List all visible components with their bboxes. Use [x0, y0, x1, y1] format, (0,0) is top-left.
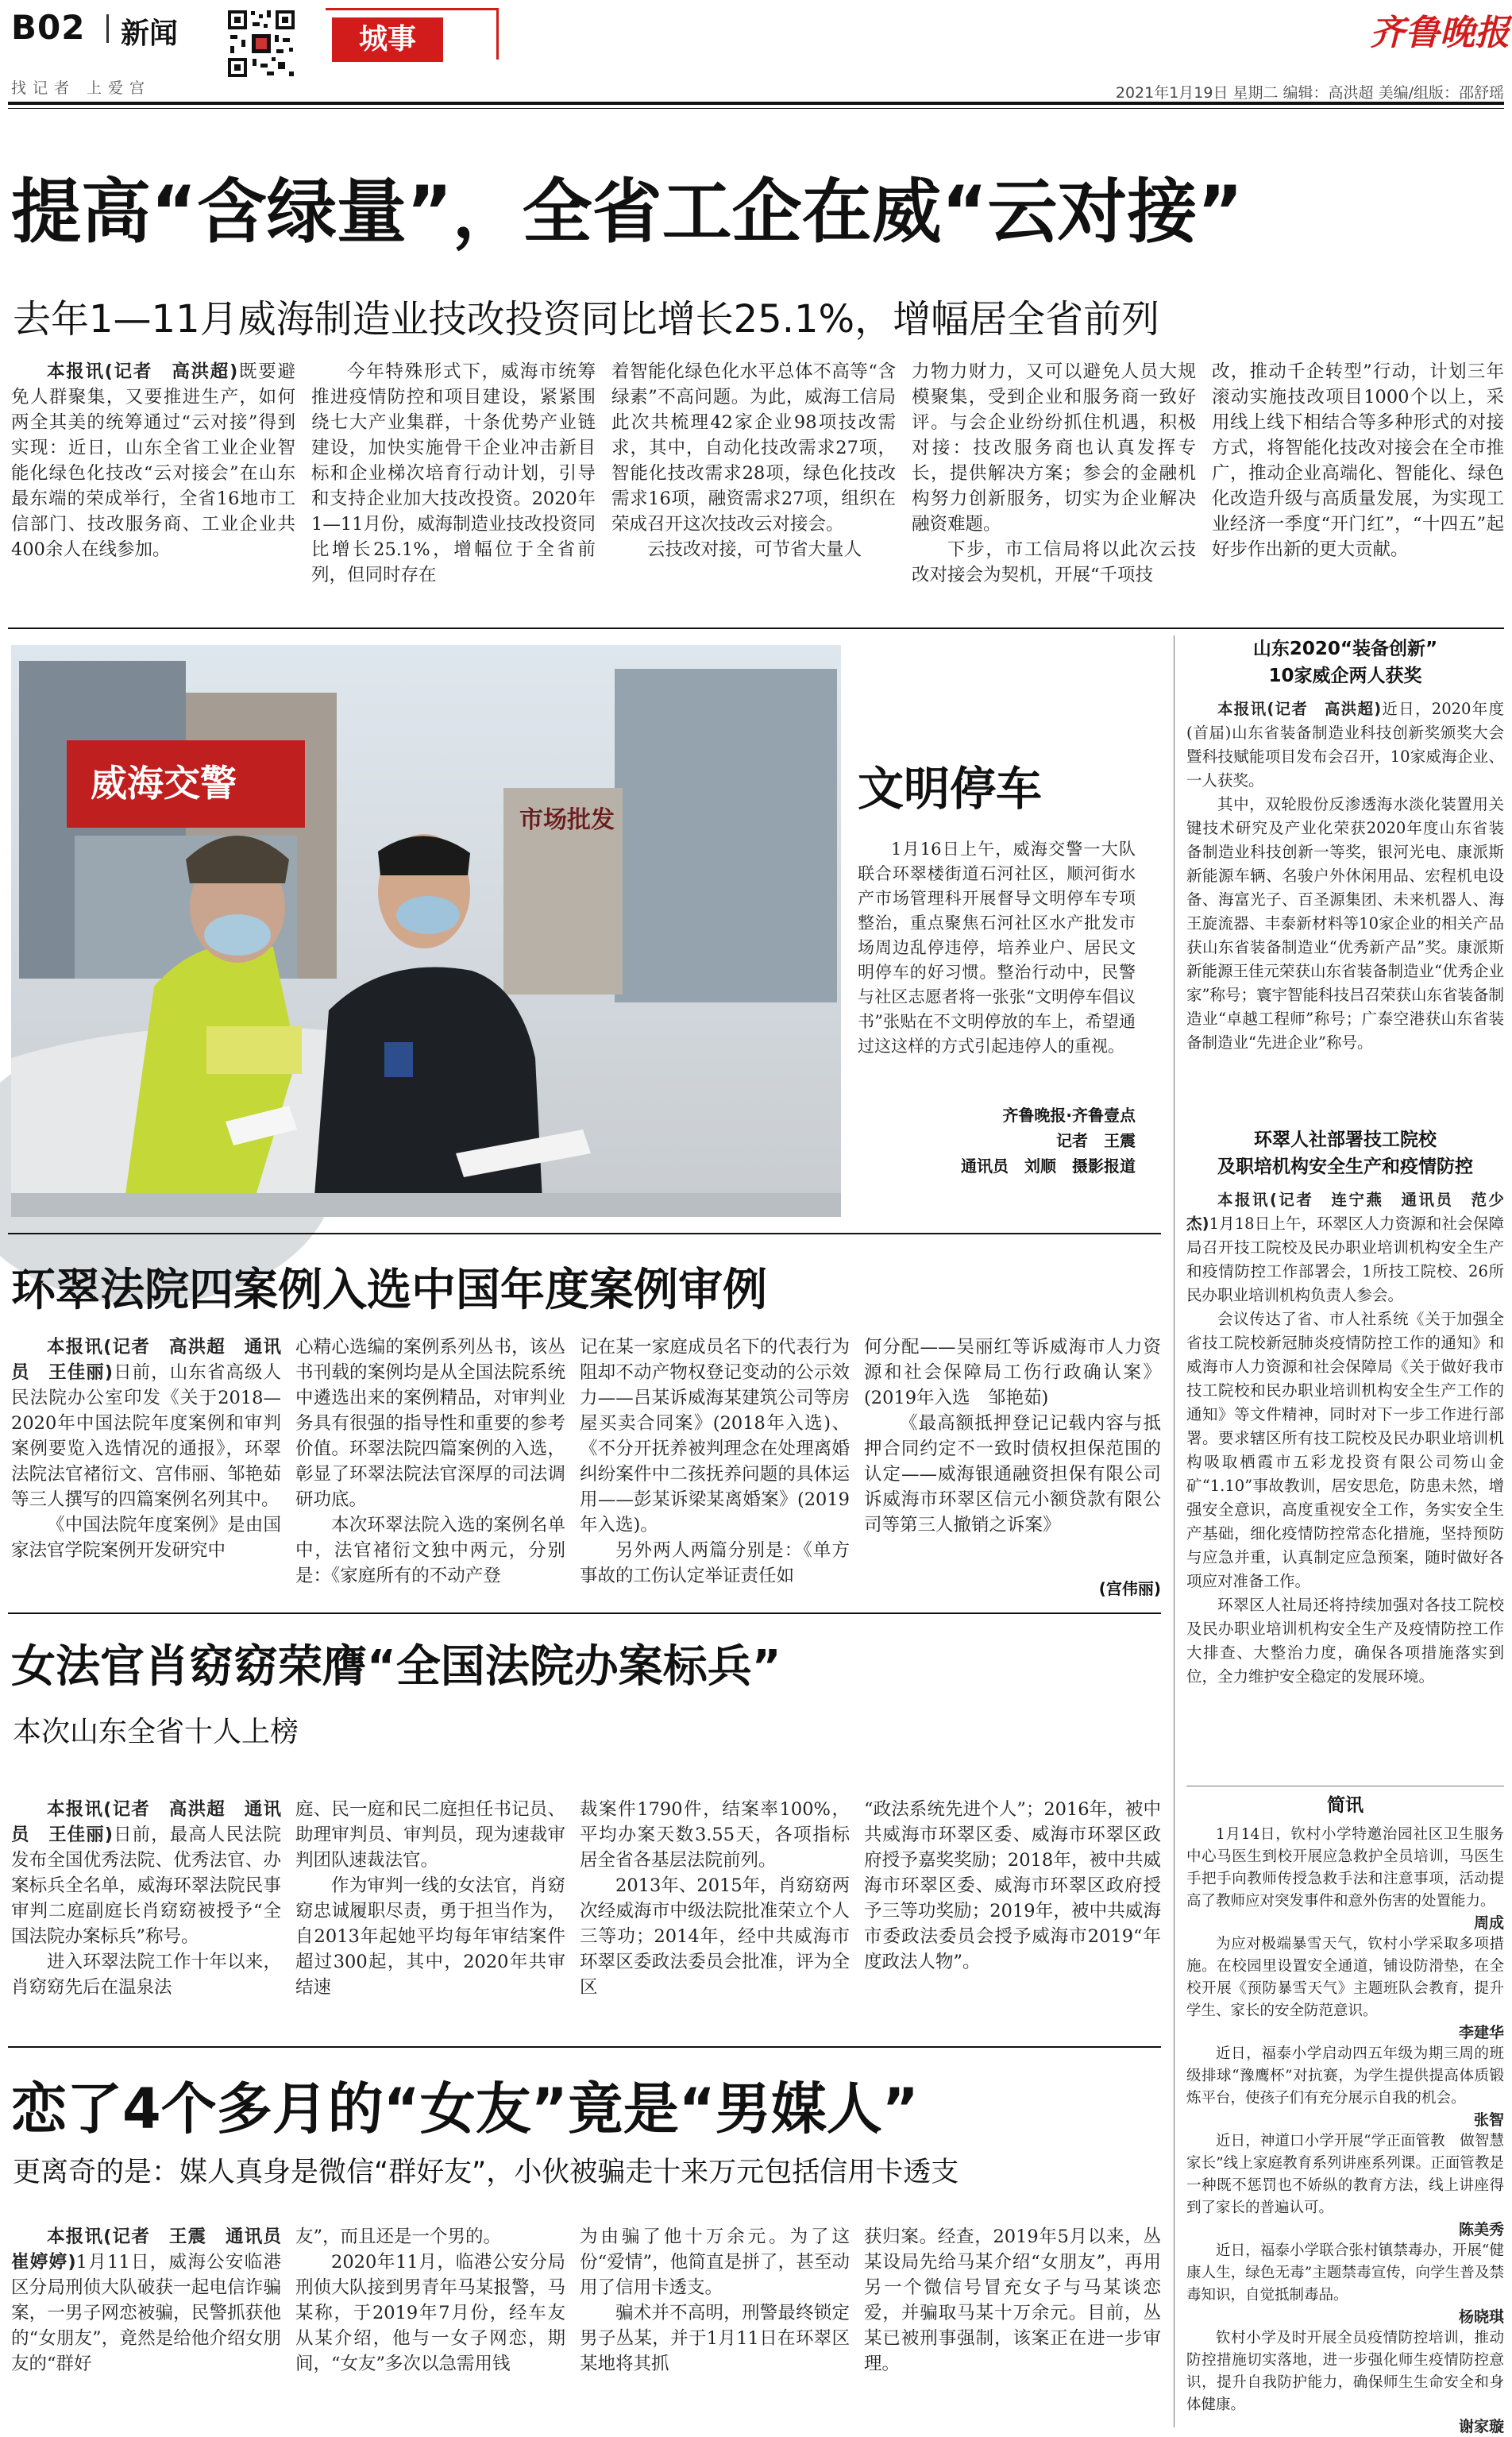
story2-signature: (宫伟丽) [1098, 1579, 1161, 1598]
side1-p2: 其中，双轮股份反渗透海水淡化装置用关键技术研究及产业化荣获2020年度山东省装备制造业科技创新一等奖，银河光电、康派斯新能源车辆、名骏户外休闲用品、宏程机电设备、海富光子、百圣源集团、未来机器人、海王旋流器、丰泰新材料等10家企业的相关产品获山东省装备制造业“优秀新产品”奖。康派斯新能源王佳元荣获山东省装备制造业“优秀企业家”称号；寰宇智能科技吕召荣获山东省装备制造业“卓越工程师”称号；广泰空港获山东省装备制造业“先进企业”称号。 [1186, 795, 1504, 1052]
brief-author-1: 周成 [1473, 1914, 1504, 1932]
story3-lead: 本报讯(记者 高洪超 通讯员 王佳丽) [11, 1799, 281, 1845]
story2-bottom-rule [8, 1612, 1161, 1614]
brand-logo [1370, 6, 1510, 54]
side2-lead: 本报讯(记者 连宁燕 通讯员 范少杰) [1186, 1191, 1504, 1233]
story3-col2-text2: 作为审判一线的女法官，肖窈窈忠诚履职尽责，勇于担当作为，自2013年起她平均每年审结案件超过300起，其中，2020年共审结速 [295, 1875, 565, 1998]
story3-col4 [864, 1797, 1161, 2035]
story3-col1-text: 日前，最高人民法院发布全国优秀法院、优秀法官、办案标兵全名单，威海环翠法院民事审判二庭副庭长肖窈窈被授予“全国法院办案标兵”称号。 [11, 1825, 281, 1947]
brief-item-4: 近日，神道口小学开展“学正面管教 做智慧家长”线上家庭教育系列讲座系列课。正面管教是一种既不惩罚也不娇纵的教育方法，线上讲座得到了家长的普遍认可。 [1186, 2133, 1504, 2216]
story1-col1 [11, 359, 295, 621]
story3-col2 [295, 1797, 565, 2035]
story4-col4-text: 获归案。经查，2019年5月以来，丛某设局先给马某介绍“女朋友”，再用另一个微信号冒充女子与马某谈恋爱，并骗取马某十万余元。目前，丛某已被刑事强制，该案正在进一步审理。 [864, 2227, 1161, 2374]
story2-col4 [864, 1334, 1161, 1573]
photo-title: 文明停车 [858, 762, 1043, 816]
story4-col2-text: 友”，而且还是一个男的。 [295, 2227, 502, 2247]
story3-col3 [580, 1797, 850, 2035]
header-slogan: 找记者 上爱宫 [11, 79, 152, 97]
story3-col3-text: 裁案件1790件，结案率100%，平均办案天数3.55天，各项指标居全省各基层法院前列。 [580, 1799, 850, 1871]
photo-credit-3: 通讯员 刘顺 摄影报道 [961, 1157, 1136, 1176]
photo-shop-text: 市场批发 [519, 806, 615, 834]
story1-col4 [912, 359, 1196, 621]
story2-headline: 环翠法院四案例入选中国年度案例审例 [11, 1265, 767, 1316]
brand-logo-text: 齐鲁晚报 [1370, 13, 1510, 53]
photo-body-text: 1月16日上午，威海交警一大队联合环翠楼街道石河社区，顺河街水产市场管理科开展督导文明停车专项整治，重点聚焦石河社区水产批发市场周边乱停违停，培养业户、居民文明停车的好习惯。整治行动中，民警与社区志愿者将一张张“文明停车倡议书”张贴在不文明停放的车上，希望通过这这样的方式引起违停人的重视。 [858, 840, 1136, 1056]
side1-p1: 近日，2020年度(首届)山东省装备制造业科技创新奖颁奖大会暨科技赋能项目发布会召开，10家威海企业、一人获奖。 [1186, 700, 1504, 790]
side2-p3: 环翠区人社局还将持续加强对各技工院校及民办职业培训机构安全生产及疫情防控工作大排查、大整治力度，确保各项措施落实到位，全力维护安全稳定的发展环境。 [1186, 1596, 1504, 1686]
story1-col5 [1212, 359, 1504, 621]
story4-col4 [864, 2224, 1161, 2427]
side2-title-2: 及职培机构安全生产和疫情防控 [1217, 1157, 1473, 1177]
story1-col5-text: 改，推动千企转型”行动，计划三年滚动实施技改项目1000个以上，采用线上线下相结合等多种形式的对接方式，将智能化技改对接会在全市推广，推动企业高端化、智能化、绿色化改造升级与高质量发展，为实现工业经济一季度“开门红”，“十四五”起好步作出新的更大贡献。 [1212, 361, 1504, 560]
story4-col2 [295, 2224, 565, 2427]
story1-col3-text2: 云技改对接，可节省大量人 [647, 539, 862, 560]
story4-subtitle: 更离奇的是：媒人真身是微信“群好友”，小伙被骗走十来万元包括信用卡透支 [13, 2157, 959, 2188]
story3-col1-text2: 进入环翠法院工作十年以来，肖窈窈先后在温泉法 [11, 1952, 281, 1998]
story1-headline: 提高“含绿量”，全省工企在威“云对接” [11, 171, 1244, 253]
brief-author-6: 谢家璇 [1458, 2418, 1504, 2435]
side2-title-1: 环翠人社部署技工院校 [1254, 1130, 1437, 1150]
brief-author-3: 张智 [1473, 2111, 1504, 2129]
header-divider [106, 14, 109, 43]
photo-credit-1: 齐鲁晚报·齐鲁壹点 [1002, 1106, 1136, 1125]
photo-bottom-rule [8, 1233, 1161, 1234]
story1-col4-text2: 下步，市工信局将以此次云技改对接会为契机，开展“千项技 [912, 539, 1196, 585]
story3-col1 [11, 1797, 281, 2035]
news-photo[interactable] [11, 645, 841, 1217]
story2-col2-text2: 本次环翠法院入选的案例名单中，法官褚衍文独中两元，分别是：《家庭所有的不动产登 [295, 1515, 565, 1586]
story1-subtitle: 去年1—11月威海制造业技改投资同比增长25.1%，增幅居全省前列 [13, 297, 1160, 342]
side1-title-1: 山东2020“装备创新” [1252, 639, 1438, 659]
brief-item-3: 近日，福泰小学启动四五年级为期三周的班级排球“豫鹰杯”对抗赛，为学生提供提高体质锻炼平台，使孩子们有充分展示自我的机会。 [1186, 2045, 1504, 2107]
story1-lead: 本报讯(记者 高洪超) [47, 361, 238, 382]
story2-col1-text: 日前，山东省高级人民法院办公室印发《关于2018—2020年中国法院年度案例和审判案例要览入选情况的通报》，环翠法院法官褚衍文、宫伟丽、邹艳茹等三人撰写的四篇案例名列其中。 [11, 1362, 281, 1510]
story2-col3 [580, 1334, 850, 1597]
story1-bottom-rule [8, 628, 1504, 629]
side2-p2: 会议传达了省、市人社系统《关于加强全省技工院校新冠肺炎疫情防控工作的通知》和威海市人力资源和社会保障局《关于做好我市技工院校和民办职业培训机构安全生产工作的通知》等文件精神，同时对下一步工作进行部署。要求辖区所有技工院校及民办职业培训机构吸取栖霞市五彩龙投资有限公司笏山金矿“1.10”事故教训，居安思危，防患未然，增强安全意识，高度重视安全工作，务实安全生产基础，细化疫情防控常态化措施，坚持预防与应急并重，认真制定应急预案，随时做好各项应对准备工作。 [1186, 1310, 1504, 1590]
brief-author-5: 杨晓琪 [1458, 2308, 1504, 2326]
story1-col4-text: 力物力财力，又可以避免人员大规模聚集，受到企业和服务商一致好评。与会企业纷纷抓住机遇，积极对接：技改服务商也认真发挥专长，提供解决方案；参会的金融机构努力创新服务，切实为企业解决融资难题。 [912, 361, 1196, 535]
story3-headline: 女法官肖窈窈荣膺“全国法院办案标兵” [11, 1641, 781, 1693]
story2-lead: 本报讯(记者 高洪超 通讯员 王佳丽) [11, 1337, 281, 1383]
brief-author-2: 李建华 [1458, 2024, 1504, 2041]
brief-item-2: 为应对极端暴雪天气，钦村小学采取多项措施。在校园里设置安全通道，铺设防滑垫，在全校开展《预防暴雪天气》主题班队会教育，提升学生、家长的安全防范意识。 [1186, 1936, 1504, 2019]
story2-col3-text2: 另外两人两篇分别是：《单方事故的工伤认定举证责任如 [580, 1540, 850, 1586]
brief-author-4: 陈美秀 [1458, 2221, 1504, 2238]
section-tab-label: 城事 [358, 23, 416, 56]
section-label: 新闻 [121, 17, 179, 50]
date-line: 2021年1月19日 星期二 编辑：高洪超 美编/组版：邵舒瑶 [1115, 84, 1504, 102]
side1-lead: 本报讯(记者 高洪超) [1217, 700, 1382, 718]
brief-item-1: 1月14日，钦村小学特邀治园社区卫生服务中心马医生到校开展应急救护全员培训，马医生手把手向教师传授急救手法和注意事项，活动提高了教师应对突发事件和意外伤害的处置能力。 [1186, 1826, 1504, 1910]
story4-lead: 本报讯(记者 王震 通讯员 崔婷婷) [11, 2227, 299, 2273]
story4-col1-text: 1月11日，威海公安临港区分局刑侦大队破获一起电信诈骗案，一男子网恋被骗，民警抓获他的“女朋友”，竟然是给他介绍女朋友的“群好 [11, 2252, 281, 2374]
story2-col1 [11, 1334, 281, 1597]
side2-p1: 1月18日上午，环翠区人力资源和社会保障局召开技工院校及民办职业培训机构安全生产和疫情防控工作部署会，1所技工院校、26所民办职业培训机构负责人参会。 [1186, 1215, 1504, 1304]
story2-col3-text: 记在某一家庭成员名下的代表行为阻却不动产物权登记变动的公示效力——吕某诉威海某建筑公司等房屋买卖合同案》(2018年入选)、《不分开抚养被判理念在处理离婚纠纷案件中二孩抚养问题的具体运用——彭某诉梁某离婚案》(2019年入选)。 [580, 1337, 850, 1535]
brief-item-5: 近日，福泰小学联合张村镇禁毒办，开展“健康人生，绿色无毒”主题禁毒宣传，向学生普及禁毒知识，自觉抵制毒品。 [1186, 2242, 1504, 2304]
story3-bottom-rule [8, 2046, 1161, 2048]
story2-col2-text: 心精心选编的案例系列丛书，该丛书刊载的案例均是从全国法院系统中遴选出来的案例精品，对审判业务具有很强的指导性和重要的参考价值。环翠法院四篇案例的入选，彰显了环翠法院法官深厚的司法调研功底。 [295, 1337, 565, 1510]
side2-body [1186, 1188, 1504, 1808]
story4-col3-text: 为由骗了他十万余元。为了这份“爱情”，他简直是拼了，甚至动用了信用卡透支。 [580, 2227, 850, 2298]
story1-col3-text: 着智能化绿色化水平总体不高等“含绿素”不高问题。为此，威海工信局此次共梳理42家企业98项技改需求，其中，自动化技改需求27项，智能化技改需求28项，绿色化技改需求16项，融资需求27项，组织在荣成召开这次技改云对接会。 [611, 361, 896, 535]
page-number: B02 [11, 8, 86, 47]
photo-credit-2: 记者 王震 [1056, 1131, 1136, 1150]
brief-body [1186, 1824, 1504, 2435]
story4-col2-text2: 2020年11月，临港公安分局刑侦大队接到男青年马某报警，马某称，于2019年7月份，经车友从某介绍，他与一女子网恋，期间，“女友”多次以急需用钱 [295, 2252, 565, 2374]
header-rule [8, 102, 1504, 105]
qr-code[interactable] [226, 8, 297, 79]
story4-headline: 恋了4个多月的“女友”竟是“男媒人” [11, 2076, 919, 2142]
police-photo-image [11, 645, 841, 1217]
side1-body [1186, 697, 1504, 1126]
story4-col1 [11, 2224, 299, 2427]
brand-logo-icon [1370, 6, 1510, 54]
story1-col2-text: 今年特殊形式下，威海市统筹推进疫情防控和项目建设，紧紧围绕七大产业集群，十条优势产业链建设，加快实施骨干企业冲击新目标和企业梯次培育行动计划，引导和支持企业加大技改投资。2020年1—11月份，威海制造业技改投资同比增长25.1%，增幅位于全省前列，但同时存在 [311, 361, 596, 585]
brief-title: 简讯 [1327, 1795, 1364, 1816]
story3-subtitle: 本次山东全省十人上榜 [13, 1716, 299, 1748]
story2-col4-text2: 《最高额抵押登记记载内容与抵押合同约定不一致时债权担保范围的认定——威海银通融资担保有限公司诉威海市环翠区信元小额贷款有限公司等第三人撤销之诉案》 [864, 1413, 1161, 1535]
story3-col2-text: 庭、民一庭和民二庭担任书记员、助理审判员、审判员，现为速裁审判团队速裁法官。 [295, 1799, 565, 1871]
photo-sign-text: 威海交警 [91, 762, 237, 805]
story2-col1-text2: 《中国法院年度案例》是由国家法官学院案例开发研究中 [11, 1515, 281, 1561]
story2-col4-text: 何分配——吴丽红等诉威海市人力资源和社会保障局工伤行政确认案》(2019年入选 邹艳茹) [864, 1337, 1161, 1408]
story1-col2 [311, 359, 596, 621]
story3-col3-text2: 2013年、2015年，肖窈窈两次经威海市中级法院批准荣立个人三等功；2014年，经中共威海市环翠区委政法委员会批准，评为全区 [580, 1875, 850, 1998]
story3-col4-text: “政法系统先进个人”；2016年，被中共威海市环翠区委、威海市环翠区政府授予嘉奖奖励；2018年，被中共威海市环翠区委、威海市环翠区政府授予三等功奖励；2019年，被中共威海市委政法委员会授予威海市2019“年度政法人物”。 [864, 1799, 1161, 1972]
qr-code-icon [226, 8, 297, 79]
story1-col3 [611, 359, 896, 621]
section-tab[interactable] [332, 17, 443, 62]
photo-body [858, 837, 1136, 1099]
side1-title-2: 10家威企两人获奖 [1268, 666, 1422, 686]
story4-col3 [580, 2224, 850, 2427]
header-rule-thin [8, 108, 1504, 109]
story1-col1-text: 既要避免人群聚集，又要推进生产，如何两全其美的统筹通过“云对接”得到实现：近日，山东全省工业企业智能化绿色化技改“云对接会”在山东最东端的荣成举行，全省16地市工信部门、技改服务商、工业企业共400余人在线参加。 [11, 361, 295, 560]
brief-item-6: 钦村小学及时开展全员疫情防控培训，推动防控措施切实落地，进一步强化师生疫情防控意识，提升自我防护能力，确保师生生命安全和身体健康。 [1186, 2330, 1504, 2413]
story2-col2 [295, 1334, 565, 1597]
story4-col3-text2: 骗术并不高明，刑警最终锁定男子丛某，并于1月11日在环翠区某地将其抓 [580, 2303, 850, 2374]
